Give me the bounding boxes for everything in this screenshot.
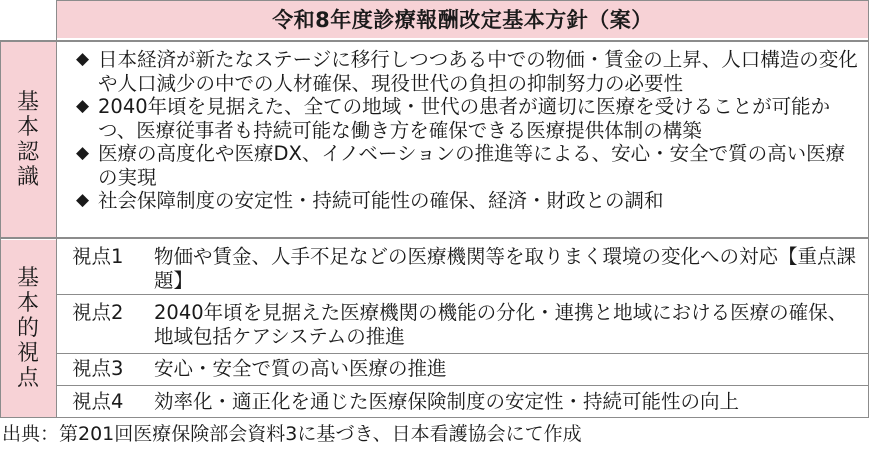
label-char: 本 xyxy=(16,291,39,316)
divider xyxy=(56,0,869,1)
viewpoint-number: 視点4 xyxy=(72,390,124,413)
viewpoint-text: 安心・安全で質の高い医療の推進 xyxy=(154,357,447,380)
divider xyxy=(56,353,869,354)
viewpoint-row xyxy=(56,387,869,417)
diamond-bullet-icon: ◆ xyxy=(76,49,90,69)
basic-viewpoints-label xyxy=(0,240,56,417)
divider xyxy=(0,237,869,239)
viewpoint-row xyxy=(56,240,869,294)
source-note: 出典：第201回医療保険部会資料3に基づき、日本看護協会にて作成 xyxy=(2,423,582,445)
divider xyxy=(56,0,57,418)
viewpoint-text: 効率化・適正化を通じた医療保険制度の安定性・持続可能性の向上 xyxy=(154,390,740,413)
recognition-list xyxy=(56,42,869,232)
label-char: 識 xyxy=(16,164,39,190)
label-char: 的 xyxy=(16,316,39,341)
label-char: 認 xyxy=(16,139,39,165)
viewpoint-text: 2040年頃を見据えた医療機関の機能の分化・連携と地域における医療の確保、地域包括ケアシステムの推進 xyxy=(154,301,848,348)
viewpoint-row xyxy=(56,296,869,352)
viewpoint-number: 視点2 xyxy=(72,301,124,324)
diamond-bullet-icon: ◆ xyxy=(76,190,90,210)
diamond-bullet-icon: ◆ xyxy=(76,96,90,116)
viewpoint-number: 視点1 xyxy=(72,245,124,268)
divider xyxy=(0,40,869,42)
label-char: 基 xyxy=(16,89,39,115)
label-char: 本 xyxy=(16,114,39,140)
viewpoint-text: 物価や賃金、人手不足などの医療機関等を取りまく環境の変化への対応【重点課題】 xyxy=(154,245,857,292)
viewpoint-row xyxy=(56,355,869,385)
divider xyxy=(56,385,869,386)
recognition-item: ◆ 日本経済が新たなステージに移行しつつある中での物価・賃金の上昇、人口構造の変化や人口減少の中での人材確保、現役世代の負担の抑制努力の必要性 xyxy=(76,48,858,95)
recognition-item: ◆ 2040年頃を見据えた、全ての地域・世代の患者が適切に医療を受けることが可能かつ、医療従事者も持続可能な働き方を確保できる医療提供体制の構築 xyxy=(76,95,831,142)
label-char: 視 xyxy=(16,341,39,366)
divider xyxy=(0,417,869,418)
divider xyxy=(868,0,869,418)
diamond-bullet-icon: ◆ xyxy=(76,143,90,163)
divider xyxy=(56,294,869,295)
divider xyxy=(0,40,1,418)
viewpoint-number: 視点3 xyxy=(72,357,124,380)
recognition-item: ◆ 医療の高度化や医療DX、イノベーションの推進等による、安心・安全で質の高い医療の実現 xyxy=(76,142,846,189)
label-char: 点 xyxy=(16,366,39,391)
label-char: 基 xyxy=(16,266,39,291)
recognition-item: ◆ 社会保障制度の安定性・持続可能性の確保、経済・財政との調和 xyxy=(76,189,664,212)
table-title: 令和8年度診療報酬改定基本方針（案） xyxy=(272,8,653,32)
basic-recognition-label xyxy=(0,42,56,237)
